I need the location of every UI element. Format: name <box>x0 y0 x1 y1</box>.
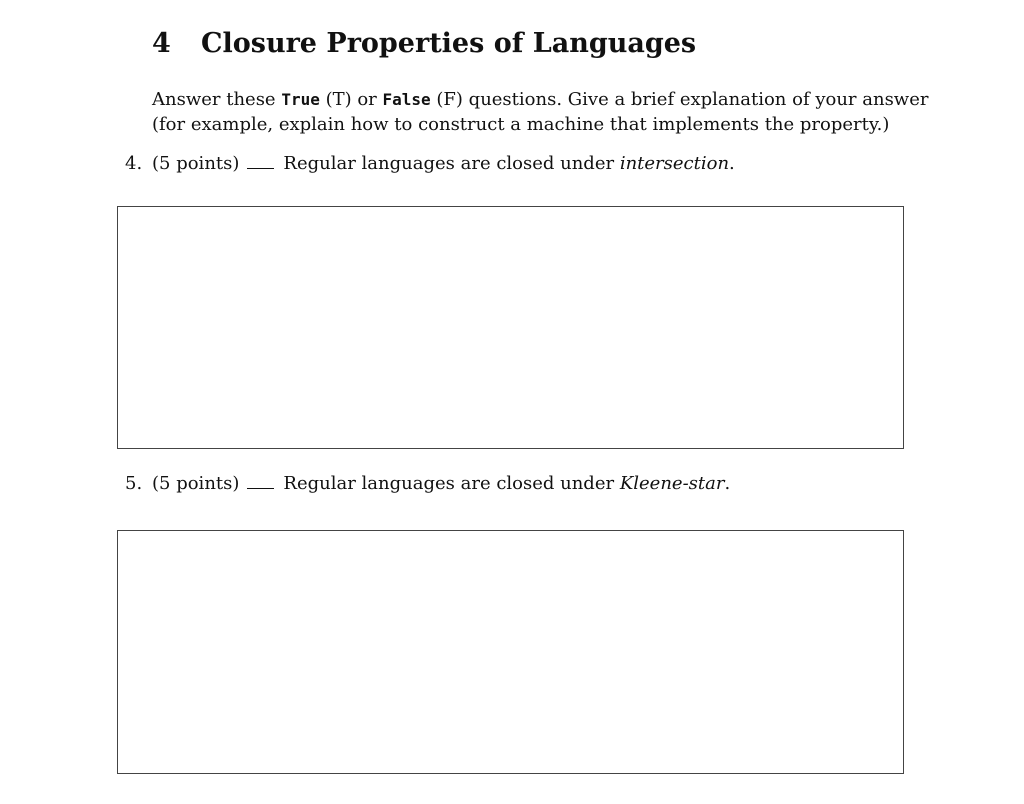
question-emphasis: intersection <box>619 153 730 174</box>
true-abbrev: (T) or <box>319 89 383 110</box>
true-keyword: True <box>281 90 320 109</box>
answer-blank[interactable] <box>247 167 274 169</box>
answer-box-5[interactable] <box>117 530 904 774</box>
instructions-intro: Answer these <box>152 89 282 110</box>
question-number: 4. <box>125 153 143 174</box>
instructions-line-1 <box>152 87 929 112</box>
question-end: . <box>729 153 735 174</box>
question-5 <box>125 472 730 496</box>
section-title: Closure Properties of Languages <box>201 28 697 59</box>
question-points: (5 points) <box>152 153 240 174</box>
question-points: (5 points) <box>152 473 240 494</box>
false-keyword: False <box>382 90 431 109</box>
question-number: 5. <box>125 473 143 494</box>
question-end: . <box>724 473 731 494</box>
instructions-line-2: (for example, explain how to construct a machine that implements the property.) <box>152 114 890 135</box>
answer-blank[interactable] <box>247 487 274 489</box>
question-4 <box>125 152 735 176</box>
question-statement: Regular languages are closed under <box>283 153 620 174</box>
section-heading <box>152 26 696 62</box>
instructions-paragraph <box>152 87 929 137</box>
false-abbrev: (F) questions. Give a brief explanation of your answer <box>430 89 929 110</box>
answer-box-4[interactable] <box>117 206 904 449</box>
question-statement: Regular languages are closed under <box>283 473 620 494</box>
question-emphasis: Kleene-star <box>619 473 725 494</box>
section-number: 4 <box>152 28 171 59</box>
